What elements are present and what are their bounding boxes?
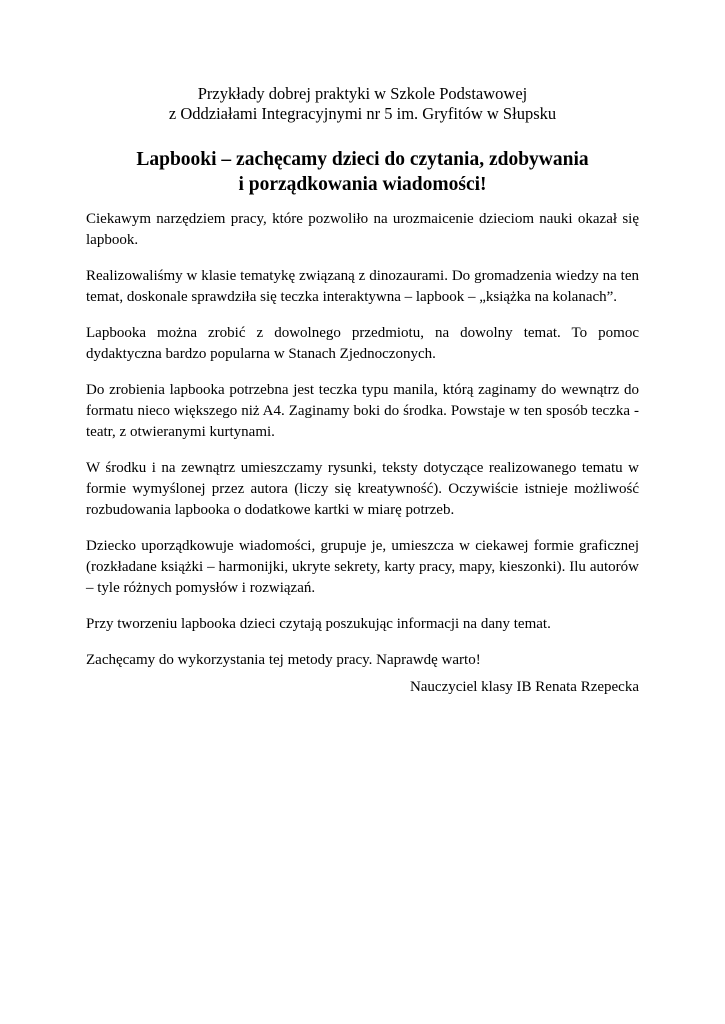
- paragraph: Realizowaliśmy w klasie tematykę związaną z dinozaurami. Do gromadzenia wiedzy na ten temat, doskonale sprawdziła się teczka interaktywna – lapbook – „książka na kolanach”.: [86, 268, 639, 305]
- paragraph: Zachęcamy do wykorzystania tej metody pracy. Naprawdę warto!: [86, 652, 481, 668]
- paragraph: Do zrobienia lapbooka potrzebna jest teczka typu manila, którą zaginamy do wewnątrz do formatu nieco większego niż A4. Zaginamy boki do środka. Powstaje w ten sposób teczka - teatr, z otwieranymi kurtynami.: [86, 382, 639, 440]
- paragraph: Dziecko uporządkowuje wiadomości, grupuje je, umieszcza w ciekawej formie graficznej (rozkładane książki – harmonijki, ukryte sekrety, karty pracy, mapy, kieszonki). Ilu autorów – tyle różnych pomysłów i rozwiązań.: [86, 538, 639, 596]
- document-body: [86, 209, 639, 698]
- paragraph: Ciekawym narzędziem pracy, które pozwoliło na urozmaicenie dzieciom nauki okazał się lapbook.: [86, 211, 639, 248]
- header-line-1: Przykłady dobrej praktyki w Szkole Podstawowej: [197, 84, 528, 103]
- school-header: [86, 84, 639, 124]
- author-signature: Nauczyciel klasy IB Renata Rzepecka: [409, 679, 639, 695]
- header-line-2: z Oddziałami Integracyjnymi nr 5 im. Gryfitów w Słupsku: [168, 104, 557, 123]
- title-line-2: i porządkowania wiadomości!: [238, 174, 487, 195]
- title-line-1: Lapbooki – zachęcamy dzieci do czytania, zdobywania: [136, 149, 589, 170]
- paragraph: W środku i na zewnątrz umieszczamy rysunki, teksty dotyczące realizowanego tematu w formie wymyślonej przez autora (liczy się kreatywność). Oczywiście istnieje możliwość rozbudowania lapbooka o dodatkowe kartki w miarę potrzeb.: [86, 460, 639, 518]
- document-title: [86, 147, 639, 197]
- paragraph: Lapbooka można zrobić z dowolnego przedmiotu, na dowolny temat. To pomoc dydaktyczna bardzo popularna w Stanach Zjednoczonych.: [86, 325, 639, 362]
- paragraph: Przy tworzeniu lapbooka dzieci czytają poszukując informacji na dany temat.: [86, 616, 551, 632]
